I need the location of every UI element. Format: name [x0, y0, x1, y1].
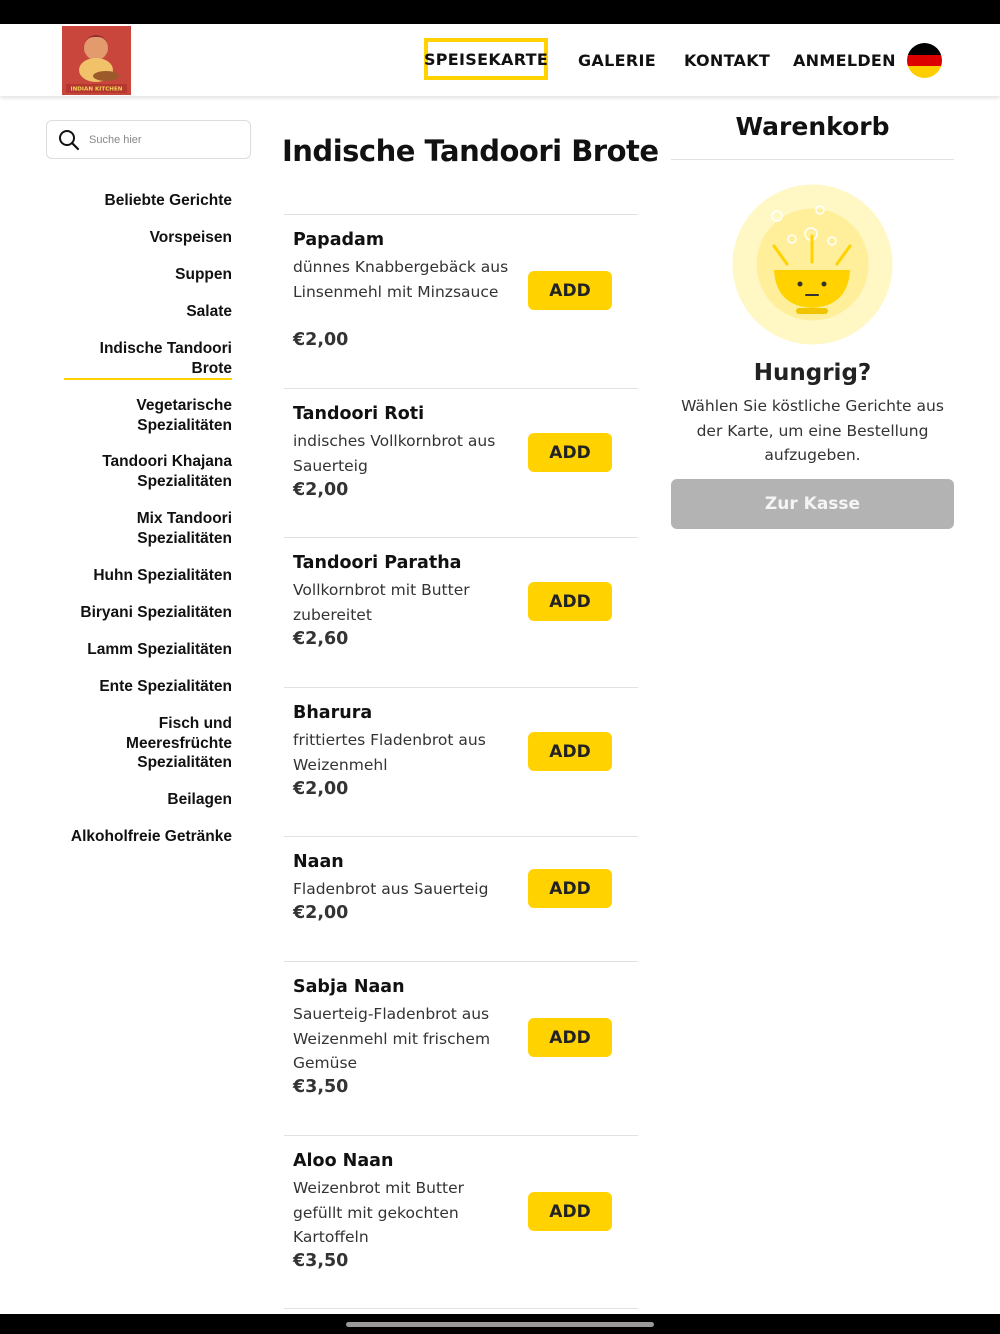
cart-title: Warenkorb: [735, 112, 890, 141]
menu-item: [284, 687, 638, 836]
category-vegetarische-spezialitaeten[interactable]: Vegetarische Spezialitäten: [136, 397, 232, 434]
category-lamm[interactable]: Lamm Spezialitäten: [87, 641, 232, 658]
menu-item: [284, 961, 638, 1135]
item-description: Weizenbrot mit Butter gefüllt mit gekochten Kartoffeln: [293, 1179, 465, 1246]
category-ente[interactable]: Ente Spezialitäten: [99, 678, 232, 695]
menu-item: [284, 214, 638, 388]
category-fisch-meeresfruechte[interactable]: Fisch und Meeresfrüchte Spezialitäten: [126, 715, 232, 771]
category-alkoholfreie-getraenke[interactable]: Alkoholfreie Getränke: [70, 828, 232, 845]
active-category-underline: [64, 378, 232, 380]
category-suppen[interactable]: Suppen: [175, 266, 232, 283]
add-to-cart-button[interactable]: ADD: [528, 271, 612, 310]
top-navigation: [0, 24, 1000, 96]
category-tandoori-khajana[interactable]: Tandoori Khajana Spezialitäten: [102, 453, 232, 490]
item-price: €2,00: [293, 903, 349, 923]
category-salate[interactable]: Salate: [186, 303, 232, 320]
cart-divider: [671, 159, 954, 160]
search-icon: [58, 129, 80, 151]
item-price: €2,00: [293, 330, 349, 350]
category-vorspeisen[interactable]: Vorspeisen: [149, 229, 232, 246]
item-price: €3,50: [293, 1251, 349, 1271]
category-mix-tandoori[interactable]: Mix Tandoori Spezialitäten: [136, 510, 232, 547]
cart-empty-heading: Hungrig?: [753, 360, 872, 386]
home-indicator[interactable]: [346, 1322, 654, 1327]
category-indische-tandoori-brote[interactable]: Indische Tandoori Brote: [99, 340, 232, 377]
nav-galerie[interactable]: GALERIE: [578, 50, 656, 70]
search-input[interactable]: [89, 129, 239, 151]
item-name: Tandoori Paratha: [293, 553, 462, 573]
item-description: dünnes Knabbergebäck aus Linsenmehl mit Minzsauce: [293, 258, 509, 301]
item-description: Sauerteig-Fladenbrot aus Weizenmehl mit frischem Gemüse: [293, 1005, 491, 1072]
restaurant-logo[interactable]: [62, 26, 131, 95]
item-name: Bharura: [293, 703, 373, 723]
add-to-cart-button[interactable]: ADD: [528, 582, 612, 621]
category-beilagen[interactable]: Beilagen: [167, 791, 232, 808]
menu-item: [284, 836, 638, 961]
item-price: €2,00: [293, 779, 349, 799]
logo-text: INDIAN KITCHEN: [70, 86, 123, 93]
menu-item: [284, 537, 638, 687]
item-name: Papadam: [293, 230, 385, 250]
item-description: frittiertes Fladenbrot aus Weizenmehl: [293, 731, 486, 774]
item-price: €2,60: [293, 629, 349, 649]
add-to-cart-button[interactable]: ADD: [528, 1192, 612, 1231]
item-description: Fladenbrot aus Sauerteig: [293, 880, 489, 898]
checkout-button[interactable]: Zur Kasse: [671, 479, 954, 529]
menu-item: [284, 388, 638, 537]
germany-flag-icon[interactable]: [907, 43, 942, 78]
item-price: €3,50: [293, 1077, 349, 1097]
section-title: Indische Tandoori Brote: [282, 134, 659, 168]
item-description: indisches Vollkornbrot aus Sauerteig: [293, 432, 496, 475]
menu-item: [284, 1135, 638, 1309]
category-beliebte-gerichte[interactable]: Beliebte Gerichte: [104, 192, 232, 209]
add-to-cart-button[interactable]: ADD: [528, 433, 612, 472]
item-name: Aloo Naan: [293, 1151, 394, 1171]
empty-bowl-icon: [732, 184, 893, 345]
category-biryani[interactable]: Biryani Spezialitäten: [80, 604, 232, 621]
item-name: Naan: [293, 852, 344, 872]
item-price: €2,00: [293, 480, 349, 500]
category-huhn[interactable]: Huhn Spezialitäten: [93, 567, 232, 584]
nav-speisekarte[interactable]: SPEISEKARTE: [424, 38, 548, 80]
item-name: Sabja Naan: [293, 977, 405, 997]
item-name: Tandoori Roti: [293, 404, 425, 424]
cart-empty-text: Wählen Sie köstliche Gerichte aus der Karte, um eine Bestellung aufzugeben.: [681, 397, 944, 464]
nav-anmelden[interactable]: ANMELDEN: [793, 50, 896, 70]
add-to-cart-button[interactable]: ADD: [528, 1018, 612, 1057]
nav-kontakt[interactable]: KONTAKT: [684, 50, 771, 70]
item-description: Vollkornbrot mit Butter zubereitet: [293, 581, 470, 624]
add-to-cart-button[interactable]: ADD: [528, 869, 612, 908]
chef-logo-icon: [62, 26, 131, 95]
search-box: [46, 120, 251, 159]
status-bar: [0, 0, 1000, 24]
add-to-cart-button[interactable]: ADD: [528, 732, 612, 771]
